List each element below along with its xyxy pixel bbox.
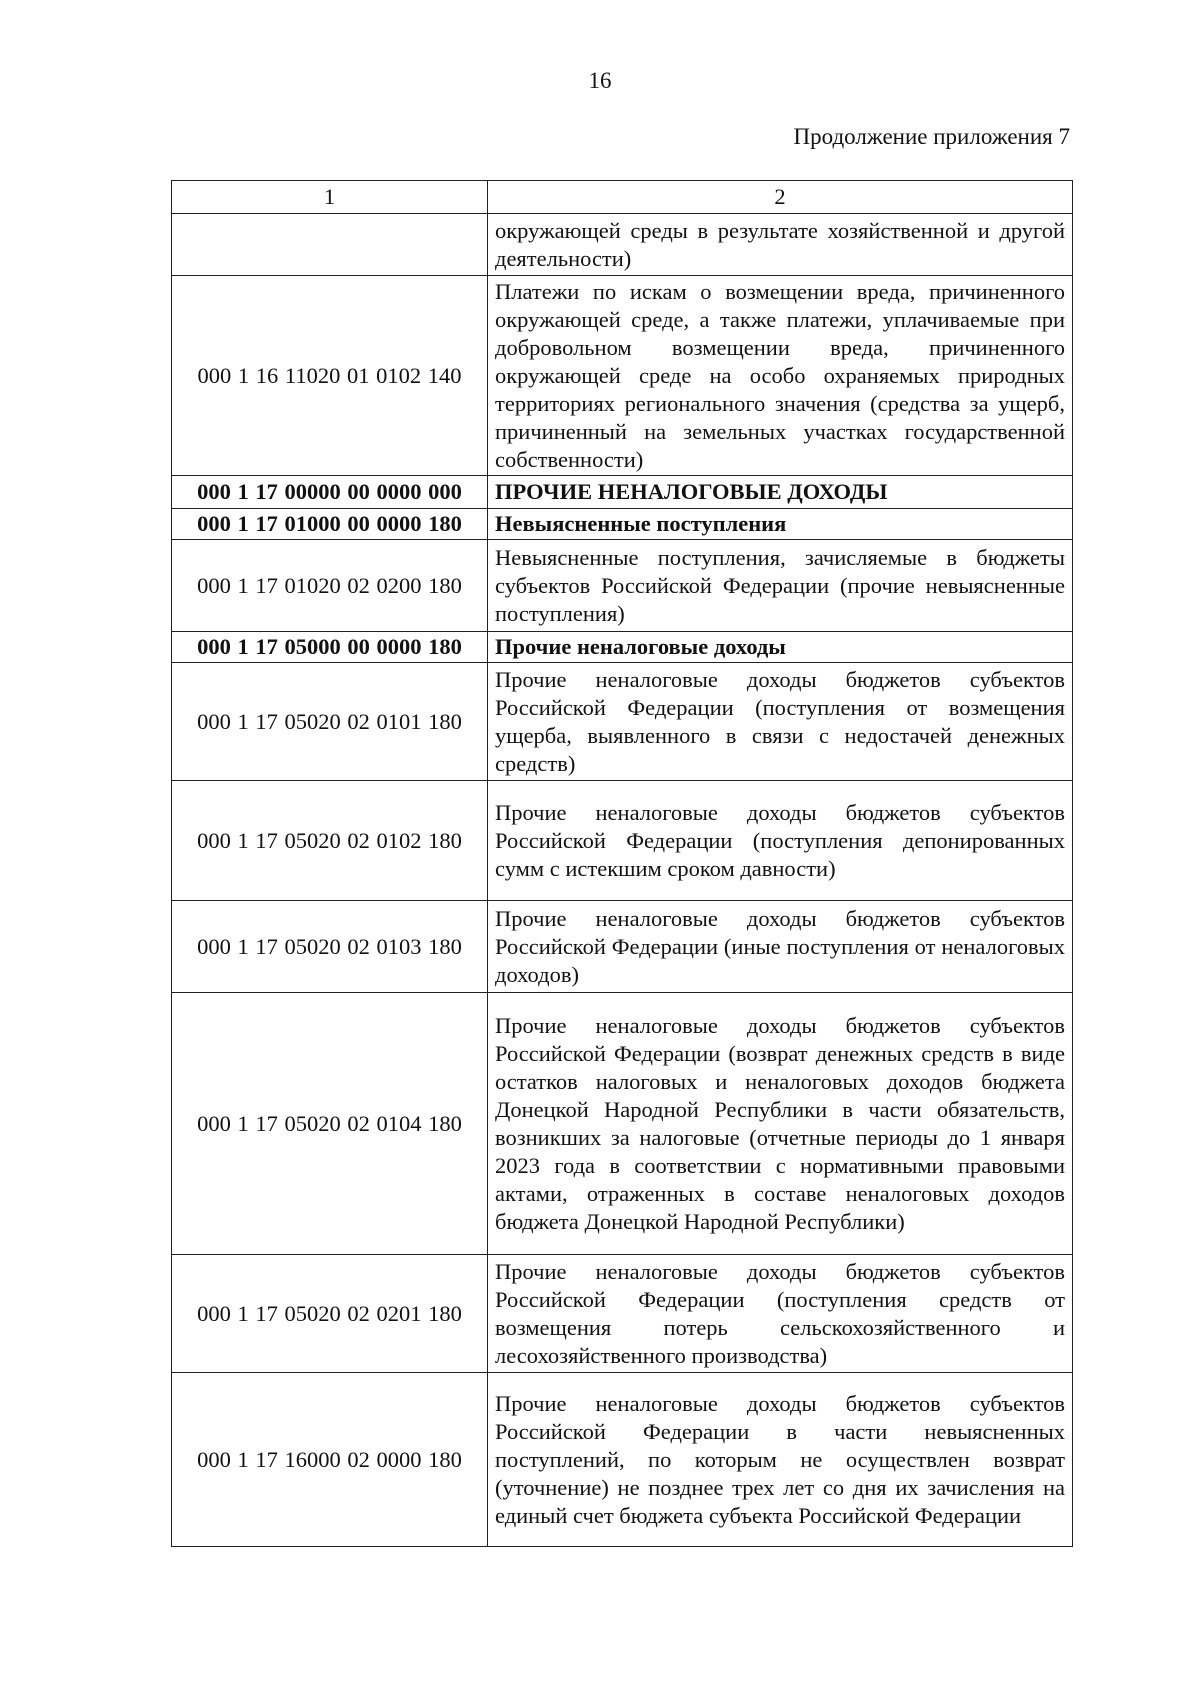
budget-code-cell: 000 1 17 01000 00 0000 180 [172,509,488,540]
description-cell: Прочие неналоговые доходы бюджетов субъектов Российской Федерации (поступления депонированных сумм с истекшим сроком давности) [488,781,1073,901]
description-cell: окружающей среды в результате хозяйственной и другой деятельности) [488,214,1073,276]
budget-code-cell: 000 1 17 05020 02 0101 180 [172,663,488,781]
table-row [172,1373,1073,1547]
description-cell: Невыясненные поступления [488,509,1073,540]
budget-code-cell: 000 1 17 05020 02 0201 180 [172,1255,488,1373]
table-row [172,781,1073,901]
table-row [172,276,1073,476]
budget-code-cell: 000 1 17 05020 02 0102 180 [172,781,488,901]
table-row [172,993,1073,1255]
table-row [172,901,1073,993]
description-cell: Прочие неналоговые доходы бюджетов субъектов Российской Федерации (возврат денежных средств в виде остатков налоговых и неналоговых доходов бюджета Донецкой Народной Республики в части обязательств, возникших за налоговые (отчетные периоды до 1 января 2023 года в соответствии с нормативными правовыми актами, отраженных в составе неналоговых доходов бюджета Донецкой Народной Республики) [488,993,1073,1255]
description-cell: ПРОЧИЕ НЕНАЛОГОВЫЕ ДОХОДЫ [488,476,1073,509]
table-row [172,476,1073,509]
table-row [172,540,1073,632]
description-cell: Прочие неналоговые доходы бюджетов субъектов Российской Федерации (поступления от возмещения ущерба, выявленного в связи с недостачей денежных средств) [488,663,1073,781]
description-cell: Прочие неналоговые доходы [488,632,1073,663]
table-row [172,1255,1073,1373]
column-header-1: 1 [172,181,488,214]
table-row [172,214,1073,276]
description-cell: Прочие неналоговые доходы бюджетов субъектов Российской Федерации (поступления средств от возмещения потерь сельскохозяйственного и лесохозяйственного производства) [488,1255,1073,1373]
budget-code-cell: 000 1 17 00000 00 0000 000 [172,476,488,509]
column-header-2: 2 [488,181,1073,214]
income-classification-table [171,180,1073,1547]
description-cell: Прочие неналоговые доходы бюджетов субъектов Российской Федерации (иные поступления от неналоговых доходов) [488,901,1073,993]
budget-code-cell: 000 1 17 16000 02 0000 180 [172,1373,488,1547]
table-header-row [172,181,1073,214]
budget-code-cell: 000 1 17 01020 02 0200 180 [172,540,488,632]
budget-code-cell: 000 1 17 05020 02 0103 180 [172,901,488,993]
appendix-continuation-label: Продолжение приложения 7 [793,124,1070,149]
description-cell: Платежи по искам о возмещении вреда, причиненного окружающей среде, а также платежи, уплачиваемые при добровольном возмещении вреда, причиненного окружающей среде на особо охраняемых природных территориях регионального значения (средства за ущерб, причиненный на земельных участках государственной собственности) [488,276,1073,476]
table-row [172,632,1073,663]
budget-code-cell [172,214,488,276]
page-number: 16 [588,68,612,93]
budget-code-cell: 000 1 17 05020 02 0104 180 [172,993,488,1255]
description-cell: Прочие неналоговые доходы бюджетов субъектов Российской Федерации в части невыясненных поступлений, по которым не осуществлен возврат (уточнение) не позднее трех лет со дня их зачисления на единый счет бюджета субъекта Российской Федерации [488,1373,1073,1547]
budget-code-cell: 000 1 16 11020 01 0102 140 [172,276,488,476]
description-cell: Невыясненные поступления, зачисляемые в бюджеты субъектов Российской Федерации (прочие невыясненные поступления) [488,540,1073,632]
table-row [172,663,1073,781]
table-row [172,509,1073,540]
budget-code-cell: 000 1 17 05000 00 0000 180 [172,632,488,663]
